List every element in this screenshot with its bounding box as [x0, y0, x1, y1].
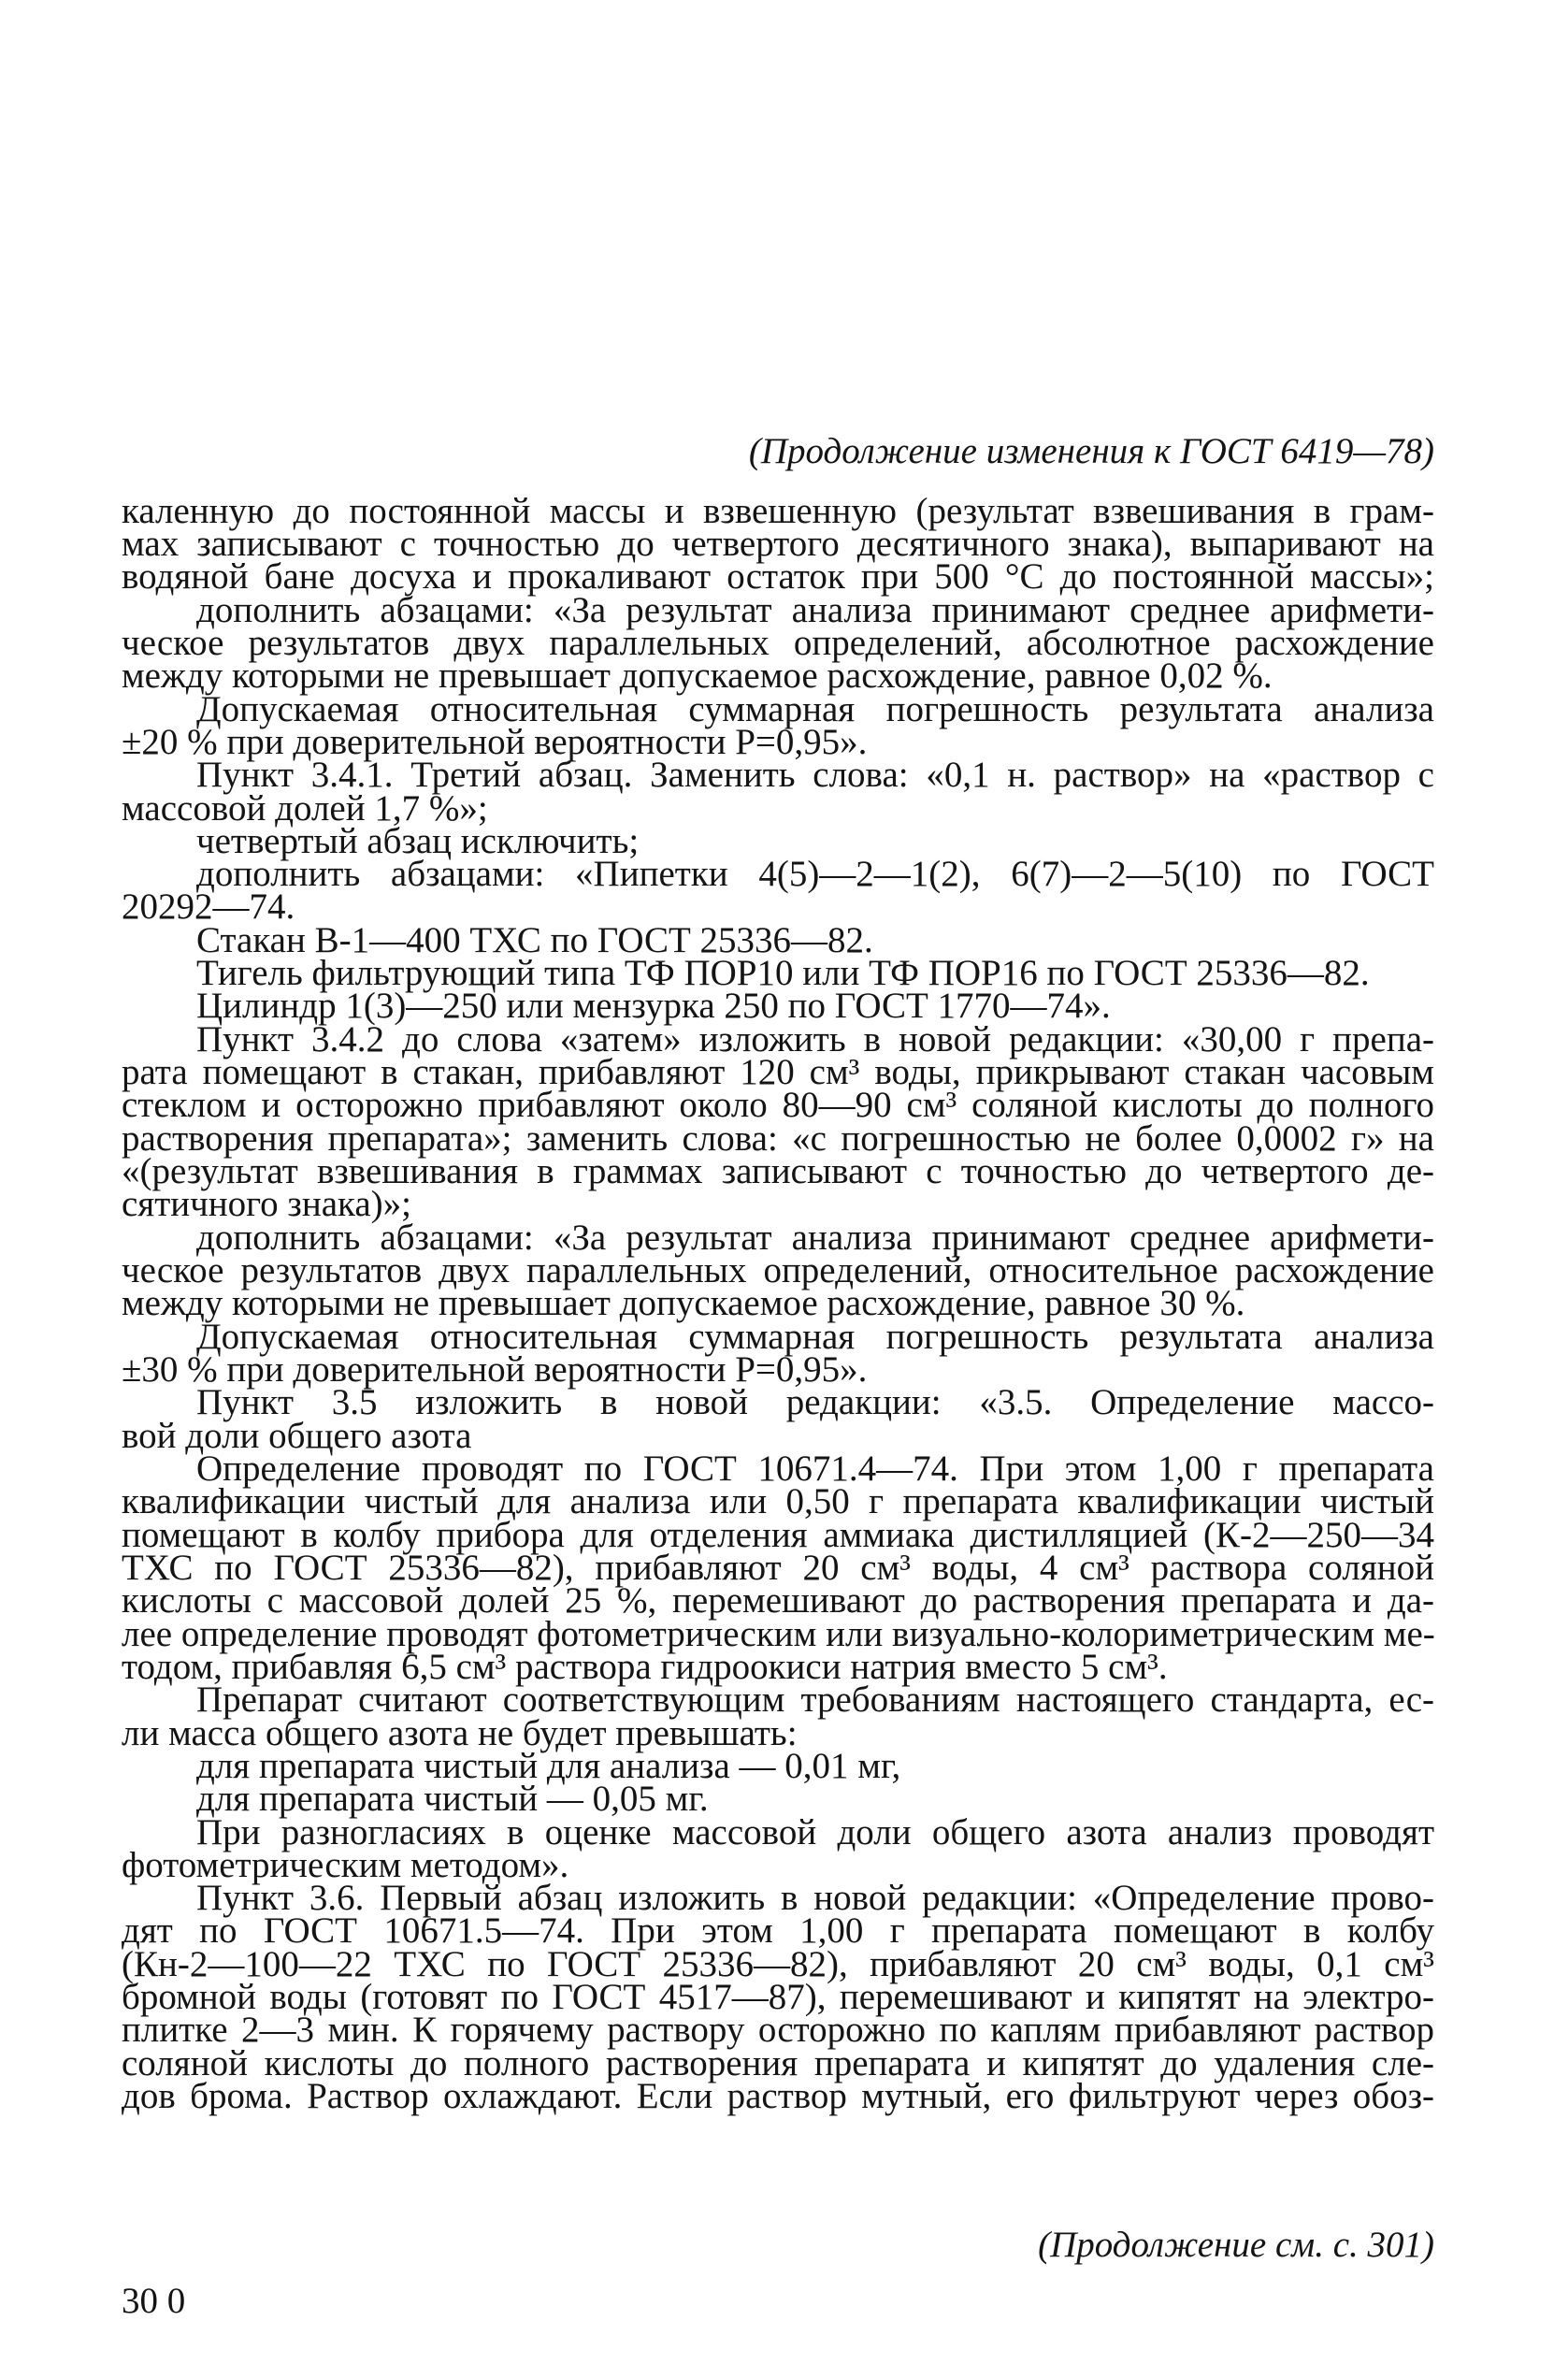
- text-line: Пункт 3.4.2 до слова «затем» изложить в новой редакции: «30,00 г препа-: [196, 1019, 1434, 1059]
- text-line: водяной бане досуха и прокаливают остаток при 500 °С до постоянной массы»;: [122, 556, 1434, 597]
- text-line: ческое результатов двух параллельных определений, абсолютное расхождение: [122, 623, 1434, 663]
- text-line: Определение проводят по ГОСТ 10671.4—74. При этом 1,00 г препарата: [196, 1449, 1434, 1489]
- text-line: сятичного знака)»;: [122, 1184, 412, 1224]
- text-line: бромной воды (готовят по ГОСТ 4517—87), перемешивают и кипятят на электро-: [122, 1977, 1434, 2017]
- text-line: фотометрическим методом».: [122, 1845, 569, 1885]
- text-line: четвертый абзац исключить;: [196, 821, 640, 861]
- text-line: дов брома. Раствор охлаждают. Если раствор мутный, его фильтруют через обоз-: [122, 2076, 1434, 2116]
- text-line: помещают в колбу прибора для отделения аммиака дистилляцией (К-2—250—34: [122, 1515, 1434, 1555]
- text-line: для препарата чистый — 0,05 мг.: [196, 1779, 709, 1819]
- text-line: кислоты с массовой долей 25 %, перемешивают до растворения препарата и да-: [122, 1580, 1434, 1621]
- text-line: Стакан В-1—400 ТХС по ГОСТ 25336—82.: [196, 920, 873, 960]
- text-line: рата помещают в стакан, прибавляют 120 см³ воды, прикрывают стакан часовым: [122, 1052, 1434, 1092]
- text-line: между которыми не превышает допускаемое расхождение, равное 0,02 %.: [122, 656, 1273, 696]
- text-line: Тигель фильтрующий типа ТФ ПОР10 или ТФ ПОР16 по ГОСТ 25336—82.: [196, 953, 1370, 993]
- text-line: Допускаемая относительная суммарная погрешность результата анализа: [196, 689, 1434, 729]
- text-line: дополнить абзацами: «За результат анализа принимают среднее арифмети-: [196, 590, 1434, 630]
- text-line: стеклом и осторожно прибавляют около 80—90 см³ соляной кислоты до полного: [122, 1085, 1434, 1125]
- text-line: вой доли общего азота: [122, 1416, 472, 1456]
- text-line: ТХС по ГОСТ 25336—82), прибавляют 20 см³ воды, 4 см³ раствора соляной: [122, 1548, 1434, 1588]
- text-line: между которыми не превышает допускаемое расхождение, равное 30 %.: [122, 1283, 1245, 1323]
- text-line: ±20 % при доверительной вероятности P=0,95».: [122, 722, 868, 762]
- continuation-header: (Продолжение изменения к ГОСТ 6419—78): [748, 431, 1434, 471]
- text-line: Пункт 3.6. Первый абзац изложить в новой редакции: «Определение прово-: [196, 1878, 1434, 1918]
- text-line: соляной кислоты до полного растворения препарата и кипятят до удаления сле-: [122, 2043, 1434, 2083]
- text-line: При разногласиях в оценке массовой доли общего азота анализ проводят: [196, 1812, 1434, 1852]
- text-line: Пункт 3.5 изложить в новой редакции: «3.5. Определение массо-: [196, 1382, 1434, 1422]
- text-line: для препарата чистый для анализа — 0,01 мг,: [196, 1746, 901, 1786]
- text-line: дополнить абзацами: «Пипетки 4(5)—2—1(2), 6(7)—2—5(10) по ГОСТ: [196, 854, 1434, 894]
- page-number: 30 0: [122, 2281, 186, 2321]
- text-line: растворения препарата»; заменить слова: «с погрешностью не более 0,0002 г» на: [122, 1118, 1434, 1159]
- text-line: дополнить абзацами: «За результат анализа принимают среднее арифмети-: [196, 1218, 1434, 1258]
- text-line: мах записывают с точностью до четвертого десятичного знака), выпаривают на: [122, 524, 1434, 564]
- text-line: Препарат считают соответствующим требованиям настоящего стандарта, ес-: [196, 1679, 1434, 1720]
- text-line: массовой долей 1,7 %»;: [122, 788, 488, 829]
- text-line: ческое результатов двух параллельных определений, относительное расхождение: [122, 1250, 1434, 1290]
- text-line: Пункт 3.4.1. Третий абзац. Заменить слова: «0,1 н. раствор» на «раствор с: [196, 755, 1434, 795]
- text-line: ли масса общего азота не будет превышать:: [122, 1713, 798, 1753]
- text-line: плитке 2—3 мин. К горячему раствору осторожно по каплям прибавляют раствор: [122, 2010, 1434, 2050]
- text-line: дят по ГОСТ 10671.5—74. При этом 1,00 г препарата помещают в колбу: [122, 1910, 1434, 1951]
- text-line: «(результат взвешивания в граммах записывают с точностью до четвертого де-: [122, 1151, 1434, 1191]
- text-line: тодом, прибавляя 6,5 см³ раствора гидроокиси натрия вместо 5 см³.: [122, 1647, 1168, 1687]
- text-line: (Кн-2—100—22 ТХС по ГОСТ 25336—82), прибавляют 20 см³ воды, 0,1 см³: [122, 1944, 1434, 1984]
- text-line: ±30 % при доверительной вероятности P=0,95».: [122, 1349, 868, 1390]
- text-line: лее определение проводят фотометрическим или визуально-колориметрическим ме-: [122, 1614, 1435, 1654]
- text-line: 20292—74.: [122, 886, 295, 927]
- text-line: Цилиндр 1(3)—250 или мензурка 250 по ГОСТ 1770—74».: [196, 986, 1111, 1026]
- text-line: Допускаемая относительная суммарная погрешность результата анализа: [196, 1317, 1434, 1357]
- text-line: каленную до постоянной массы и взвешенную (результат взвешивания в грам-: [122, 491, 1434, 531]
- continued-footer: (Продолжение см. с. 301): [1038, 2225, 1434, 2265]
- text-line: квалификации чистый для анализа или 0,50 г препарата квалификации чистый: [122, 1481, 1434, 1521]
